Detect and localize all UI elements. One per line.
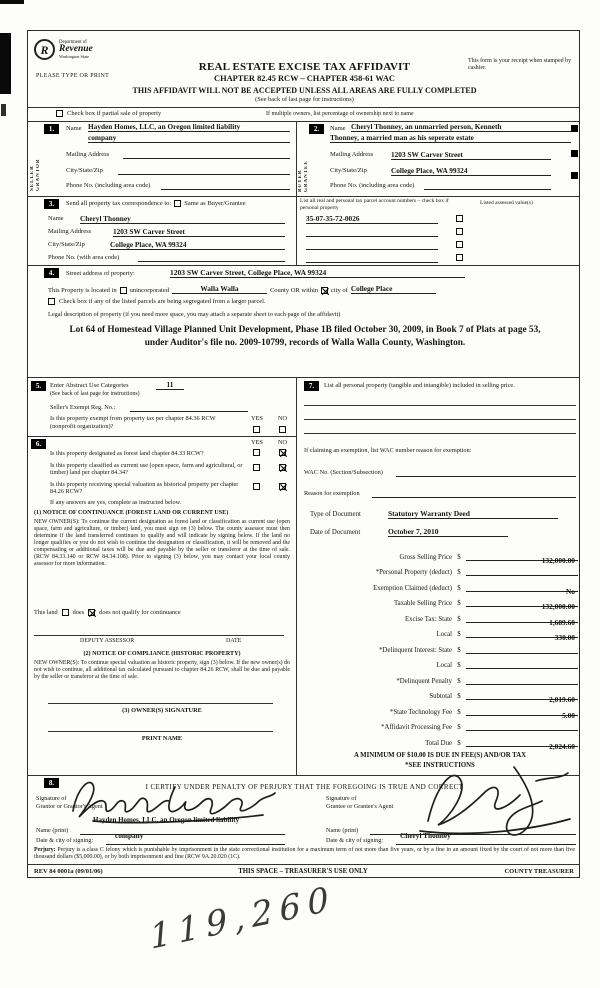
personal-property-blank-line[interactable] <box>304 433 576 434</box>
buyer-mailing-label: Mailing Address <box>330 151 374 158</box>
parcel-blank-line[interactable] <box>306 241 438 250</box>
dollar-sign: $ <box>457 600 461 607</box>
money-row-gross <box>300 550 578 565</box>
chapter-line: CHAPTER 82.45 RCW – CHAPTER 458-61 WAC <box>214 74 395 83</box>
dollar-sign: $ <box>457 740 461 747</box>
county-treasurer-label: COUNTY TREASURER <box>504 868 574 875</box>
does-label: does <box>72 609 85 616</box>
street-address-value: 1203 SW Carver Street, College Place, WA 99324 <box>170 268 465 278</box>
personal-property-label: List all personal property (tangible and intangible) included in selling price. <box>324 382 515 389</box>
grantor-name-print-value: company <box>115 831 144 840</box>
multiple-owners-note: If multiple owners, list percentage of ownership next to name <box>266 111 414 117</box>
money-line[interactable] <box>466 596 578 611</box>
money-label: *Personal Property (deduct) <box>375 569 452 576</box>
money-row-total-due <box>300 736 578 751</box>
money-value <box>575 571 578 580</box>
money-row-affidavit-fee <box>300 720 578 731</box>
legal-description-label: Legal description of property (if you need more space, you may attach a separate sheet to each page of the affidavit) <box>48 311 341 318</box>
correspondence-city-value: College Place, WA 99324 <box>110 240 285 250</box>
seller-name-label: Name <box>66 125 82 132</box>
section5-see-back-note: (See back of last page for instructions) <box>50 391 140 397</box>
section7-number: 7. <box>304 381 319 391</box>
rev-form-number: REV 84 0001a (09/01/06) <box>34 868 103 875</box>
dollar-sign: $ <box>457 631 461 638</box>
divider-line <box>28 436 296 437</box>
buyer-phone-blank[interactable] <box>424 181 551 190</box>
money-line[interactable] <box>466 612 578 627</box>
segregated-row <box>48 298 266 305</box>
city-value: College Place <box>351 284 436 294</box>
exempt-question: Is this property exempt from property tax per chapter 84.36 RCW (nonprofit organization)? <box>50 415 216 430</box>
grantor-signature-label-line2: Grantor or Grantor's Agent <box>36 803 103 810</box>
logo-dept-label: Department of <box>59 40 87 45</box>
exemption-intro-label: If claiming an exemption, list WAC number reason for exemption: <box>304 447 472 454</box>
seller-side-label <box>30 135 41 191</box>
buyer-side-label <box>298 136 309 192</box>
buyer-name-value-line1: Cheryl Thonney, an unmarried person, Kenneth <box>351 122 571 132</box>
legal-description-text: Lot 64 of Homestead Village Planned Unit Development, Phase 1B filed October 30, 2009, in Book 7 of Plats at page 53, under Auditor's file no. 2009-10799, records of Walla Walla County, Washington. <box>69 325 541 348</box>
divider-line <box>296 196 297 265</box>
see-back-note: (See back of last page for instructions) <box>255 96 354 103</box>
minimum-fee-note: A MINIMUM OF $10.00 IS DUE IN FEE(S) AND/OR TAX <box>353 752 527 759</box>
dollar-sign: $ <box>457 662 461 669</box>
scan-artifact <box>1 104 6 116</box>
grantee-name-print-label: Name (print) <box>326 827 359 834</box>
warning-line: THIS AFFIDAVIT WILL NOT BE ACCEPTED UNLESS ALL AREAS ARE FULLY COMPLETED <box>132 86 477 95</box>
money-value <box>575 649 578 658</box>
wac-number-label: WAC No. (Section/Subsection) <box>304 469 383 476</box>
partial-sale-checkbox[interactable] <box>56 110 63 117</box>
money-label: Total Due <box>425 740 452 747</box>
grantor-name-print-blank[interactable] <box>80 825 285 840</box>
type-of-document-label: Type of Document <box>310 511 361 518</box>
dollar-sign: $ <box>457 554 461 561</box>
seller-exempt-reg-label: Seller's Exempt Reg. No.: <box>50 404 116 411</box>
money-value: 5.00 <box>562 711 575 720</box>
please-type-or-print-label: PLEASE TYPE OR PRINT <box>36 73 110 79</box>
seller-name-value-line1: Hayden Homes, LLC, an Oregon limited liability <box>88 122 290 132</box>
money-label: *Delinquent Penalty <box>396 678 452 685</box>
historic-yes-checkbox[interactable] <box>253 483 260 490</box>
dollar-sign: $ <box>457 693 461 700</box>
grantor-date-city-blank[interactable] <box>106 836 285 845</box>
divider-line <box>28 196 579 197</box>
money-row-subtotal <box>300 689 578 704</box>
money-row-exemption-claimed <box>300 581 578 596</box>
parcel-blank-line[interactable] <box>306 228 438 237</box>
seller-side-word2: GRANTOR <box>36 158 41 191</box>
dollar-sign: $ <box>457 678 461 685</box>
money-label: *Delinquent Interest: State <box>379 647 452 654</box>
personal-property-blank-line[interactable] <box>304 405 576 406</box>
land-does-checkbox[interactable] <box>62 609 69 616</box>
buyer-mailing-value: 1203 SW Carver Street <box>391 150 551 160</box>
money-line[interactable] <box>466 627 578 642</box>
parcel-number-value: 35-07-35-72-0026 <box>306 214 438 224</box>
assessed-values-header: Listed assessed value(s) <box>480 200 533 206</box>
grantee-signature-label-line1: Signature of <box>326 795 357 802</box>
dollar-sign: $ <box>457 569 461 576</box>
section5-yes-header: YES <box>251 415 263 422</box>
tax-correspondence-row <box>66 200 246 207</box>
notice-continuance-body: NEW OWNER(S): To continue the current designation as forest land or classification as current use (open space, farm and agriculture, or timber) land, you must sign on (3) below. The county assessor must then determine if the land transferred continues to qualify and will indicate by signing below. If the land no longer qualifies or you do not wish to continue the designation or classification, it will be removed and the compensating or additional taxes will be due and payable by the seller or transferor at the time of sale. (RCW 84.33.140 or RCW 84.34.108). Prior to signing (3) below, you may contact your local county assessor for more information. <box>34 519 290 567</box>
money-value: 132,000.00 <box>541 602 575 611</box>
current-use-yes-checkbox[interactable] <box>253 464 260 471</box>
money-label: Taxable Selling Price <box>393 600 452 607</box>
money-label: Gross Selling Price <box>399 554 452 561</box>
revenue-logo-mark: R <box>34 39 55 60</box>
current-use-question: Is this property classified as current use (open space, farm and agricultural, or timber) land per chapter 84.34? <box>50 462 243 477</box>
money-value: 132,000.00 <box>541 556 575 565</box>
handwritten-total: 119,260 <box>147 878 338 958</box>
historic-question: Is this property receiving special valuation as historical property per chapter 84.26 RCW? <box>50 481 239 496</box>
section4-number: 4. <box>44 268 59 278</box>
buyer-city-label: City/State/Zip <box>330 167 367 174</box>
personal-property-blank-line[interactable] <box>304 419 576 420</box>
money-line[interactable] <box>466 736 578 751</box>
located-in-label: This Property is located in <box>48 287 117 294</box>
dollar-sign: $ <box>457 724 461 731</box>
unincorporated-checkbox[interactable] <box>120 287 127 294</box>
money-row-delinquent-interest-state <box>300 643 578 654</box>
perjury-statement <box>34 847 575 861</box>
parcel-personal-checkbox[interactable] <box>456 254 463 261</box>
section2-number: 2. <box>309 124 324 134</box>
grantee-date-city-label: Date & city of signing: <box>326 837 384 844</box>
seller-mailing-blank[interactable] <box>123 150 290 159</box>
exemption-reason-label: Reason for exemption <box>304 490 360 497</box>
money-line[interactable] <box>466 550 578 565</box>
money-label: Local <box>436 662 452 669</box>
date-of-document-label: Date of Document <box>310 529 361 536</box>
money-row-technology-fee <box>300 705 578 720</box>
money-row-excise-local <box>300 627 578 642</box>
grantee-name-print-value: Cheryl Thonney <box>400 831 451 840</box>
partial-sale-label: Check box if partial sale of property <box>67 110 162 117</box>
unincorporated-label: unincorporated <box>129 287 169 294</box>
parcel-personal-checkbox[interactable] <box>456 215 463 222</box>
dollar-sign: $ <box>457 585 461 592</box>
money-line[interactable] <box>466 643 578 654</box>
land-does-not-checkbox[interactable] <box>88 609 95 616</box>
seller-phone-blank[interactable] <box>161 181 290 190</box>
correspondence-name-label: Name <box>48 215 64 222</box>
money-row-delinquent-penalty <box>300 674 578 685</box>
revenue-logo <box>34 39 93 60</box>
grantee-signature-label-line2: Grantee or Grantee's Agent <box>326 803 394 810</box>
money-line[interactable] <box>466 658 578 669</box>
parcel-blank-line[interactable] <box>306 254 438 263</box>
seller-city-blank[interactable] <box>118 166 290 175</box>
grantee-name-print-blank[interactable] <box>370 825 576 840</box>
deputy-date-label: DATE <box>226 638 242 644</box>
money-label: *Affidavit Processing Fee <box>381 724 452 731</box>
parcel-personal-checkbox[interactable] <box>456 228 463 235</box>
notice-continuance-title: (1) NOTICE OF CONTINUANCE (FOREST LAND OR CURRENT USE) <box>34 510 229 516</box>
money-row-personal-property <box>300 565 578 576</box>
wac-number-blank[interactable] <box>396 468 576 477</box>
correspondence-mailing-label: Mailing Address <box>48 228 92 235</box>
section3-number: 3. <box>44 199 59 209</box>
owners-signature-line[interactable] <box>48 703 273 704</box>
correspondence-phone-blank[interactable] <box>138 253 285 262</box>
buyer-name-value-line2: Thonney, a married man as his seperate estate <box>330 133 571 143</box>
money-value: 1,689.60 <box>549 618 575 627</box>
divider-line <box>28 107 579 108</box>
segregated-checkbox[interactable] <box>48 298 55 305</box>
county-value: Walla Walla <box>172 284 267 294</box>
money-line[interactable] <box>466 674 578 685</box>
buyer-side-word1: BUYER <box>298 169 303 192</box>
grantor-date-city-label: Date & city of signing: <box>36 837 94 844</box>
money-label: Excise Tax: State <box>405 616 452 623</box>
does-not-label: does not qualify for continuance <box>99 609 181 616</box>
section5-number: 5. <box>31 381 46 391</box>
if-yes-note: If any answers are yes, complete as instructed below. <box>50 499 182 506</box>
buyer-city-value: College Place, WA 99324 <box>391 166 551 176</box>
section5-no-header: NO <box>278 415 288 422</box>
notice-compliance-title: (2) NOTICE OF COMPLIANCE (HISTORIC PROPERTY) <box>83 651 241 657</box>
send-correspondence-label: Send all property tax correspondence to: <box>66 200 172 207</box>
ownership-percent-box[interactable] <box>571 172 578 179</box>
buyer-phone-label: Phone No. (including area code) <box>330 182 415 189</box>
divider-line <box>28 265 579 266</box>
street-address-label: Street address of property: <box>66 270 135 277</box>
exemption-reason-blank[interactable] <box>372 489 576 498</box>
perjury-body: Perjury is a class C felony which is punishable by imprisonment in the state correctional institution for a maximum term of not more than five years, or by a fine in an amount fixed by the court of not more than five thousand dollars ($5,000.00), or by both imprisonment and fine (RCW 9A.20.020 (1C). <box>34 847 575 860</box>
partial-sale-row <box>56 110 161 117</box>
grantee-date-city-blank[interactable] <box>396 836 576 845</box>
divider-line <box>28 377 579 378</box>
dollar-sign: $ <box>457 647 461 654</box>
city-of-label: city of <box>331 287 348 294</box>
logo-state-label: Washington State <box>59 54 90 59</box>
notice-compliance-body: NEW OWNER(S): To continue special valuation as historic property, sign (3) below. If the new owner(s) do not wish to continue, all additional tax calculated pursuant to chapter 84.26 RCW, shall be due and payable by the seller or transferor at the time of sale. <box>34 660 290 680</box>
seller-name-value-line2: company <box>88 133 290 143</box>
correspondence-name-value: Cheryl Thonney <box>80 214 285 224</box>
money-label: Local <box>436 631 452 638</box>
money-row-delinquent-interest-local <box>300 658 578 669</box>
grantor-name-print-label: Name (print) <box>36 827 69 834</box>
receipt-note: This form is your receipt when stamped by cashier. <box>468 58 572 71</box>
print-name-line[interactable] <box>48 731 273 732</box>
form-frame <box>27 30 580 878</box>
money-value: 2,024.60 <box>549 742 575 751</box>
money-line[interactable] <box>466 565 578 576</box>
ownership-percent-box[interactable] <box>571 125 578 132</box>
buyer-name-label: Name <box>330 125 346 132</box>
city-checkbox[interactable] <box>321 287 328 294</box>
money-value <box>575 680 578 689</box>
date-of-document-value: October 7, 2010 <box>388 527 508 537</box>
treasurer-space-label: THIS SPACE – TREASURER'S USE ONLY <box>238 868 368 875</box>
same-as-buyer-label: Same as Buyer/Grantee <box>184 200 246 207</box>
money-value: 2,019.60 <box>549 695 575 704</box>
type-of-document-value: Statutory Warranty Deed <box>388 509 558 519</box>
same-as-buyer-checkbox[interactable] <box>174 200 181 207</box>
forest-yes-checkbox[interactable] <box>253 449 260 456</box>
property-location-row <box>48 284 573 294</box>
perjury-lead: Perjury: <box>34 847 56 853</box>
deputy-assessor-signature-line[interactable] <box>34 635 284 636</box>
section6-number: 6. <box>31 439 46 449</box>
grantor-signature-label-line1: Signature of <box>36 795 67 802</box>
money-label: Subtotal <box>429 693 452 700</box>
money-row-taxable <box>300 596 578 611</box>
seller-city-label: City/State/Zip <box>66 167 103 174</box>
divider-line <box>28 864 579 865</box>
scan-artifact <box>0 33 11 94</box>
segregated-label: Check box if any of the listed parcels are being segregated from a larger parcel. <box>59 298 266 305</box>
money-value: No <box>565 587 575 596</box>
money-line[interactable] <box>466 705 578 720</box>
deputy-assessor-label: DEPUTY ASSESSOR <box>80 638 135 644</box>
forest-land-question: Is this property designated as forest land chapter 84.33 RCW? <box>50 450 204 457</box>
section8-number: 8. <box>44 778 59 788</box>
money-value <box>575 664 578 673</box>
section6-no-header: NO <box>278 439 288 446</box>
seller-side-word1: SELLER <box>30 165 35 191</box>
seller-exempt-reg-blank[interactable] <box>130 403 248 412</box>
parcel-personal-checkbox[interactable] <box>456 241 463 248</box>
money-value <box>575 726 578 735</box>
money-line[interactable] <box>466 581 578 596</box>
money-row-excise-state <box>300 612 578 627</box>
scan-artifact <box>0 0 24 4</box>
certify-statement: I CERTIFY UNDER PENALTY OF PERJURY THAT THE FOREGOING IS TRUE AND CORRECT <box>145 783 464 791</box>
money-value: 330.00 <box>554 633 575 642</box>
ownership-percent-box[interactable] <box>571 150 578 157</box>
grantor-company-line: Hayden Homes, LLC, an Oregon limited liability <box>93 816 240 824</box>
dollar-sign: $ <box>457 709 461 716</box>
owners-signature-label: (3) OWNER(S) SIGNATURE <box>122 707 202 714</box>
historic-no-checkbox[interactable] <box>279 483 286 490</box>
abstract-use-value: 11 <box>156 380 184 390</box>
exempt-yes-checkbox[interactable] <box>253 426 260 433</box>
forest-no-checkbox[interactable] <box>279 449 286 456</box>
abstract-use-label: Enter Abstract Use Categories <box>50 382 129 389</box>
logo-revenue-label: Revenue <box>59 44 93 54</box>
section1-number: 1. <box>44 124 59 134</box>
section6-yes-header: YES <box>251 439 263 446</box>
correspondence-city-label: City/State/Zip <box>48 241 85 248</box>
money-label: *State Technology Fee <box>389 709 452 716</box>
seller-phone-label: Phone No. (including area code) <box>66 182 151 189</box>
county-or-within-label: County OR within <box>269 287 319 294</box>
divider-line <box>296 121 297 196</box>
dollar-sign: $ <box>457 616 461 623</box>
form-title: REAL ESTATE EXCISE TAX AFFIDAVIT <box>198 61 411 73</box>
correspondence-mailing-value: 1203 SW Carver Street <box>113 227 285 237</box>
correspondence-phone-label: Phone No. (with area code) <box>48 254 120 261</box>
continuance-qualify-row <box>34 609 181 616</box>
current-use-no-checkbox[interactable] <box>279 464 286 471</box>
print-name-label: PRINT NAME <box>141 735 183 742</box>
money-line[interactable] <box>466 689 578 704</box>
see-instructions-note: *SEE INSTRUCTIONS <box>405 762 475 769</box>
money-label: Exemption Claimed (deduct) <box>373 585 452 592</box>
parcel-numbers-header: List all real and personal tax parcel account numbers – check box if personal property <box>300 198 449 211</box>
buyer-side-word2: GRANTEE <box>304 160 309 192</box>
this-land-label: This land <box>34 609 58 616</box>
money-line[interactable] <box>466 720 578 731</box>
divider-line <box>296 377 297 775</box>
seller-mailing-label: Mailing Address <box>66 151 110 158</box>
exempt-no-checkbox[interactable] <box>279 426 286 433</box>
